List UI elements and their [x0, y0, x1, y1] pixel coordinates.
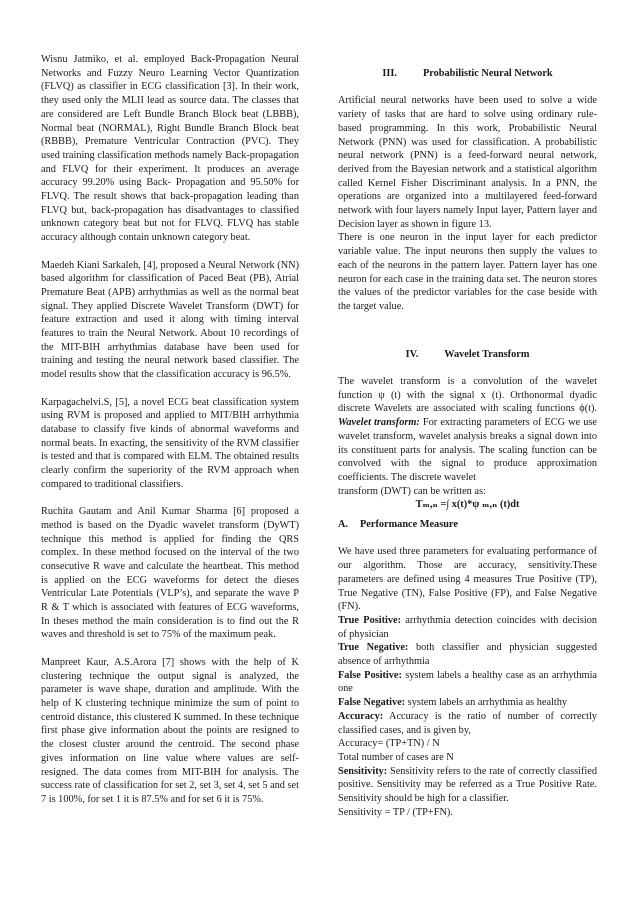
paragraph-pnn-intro: Artificial neural networks have been used to solve a wide variety of tasks that are hard to solve using ordinary rule-based programming. In this work, Probabilistic Neural Network (PNN) was used for classification. A probabilistic neural network (PNN) is a feed-forward neural network, derived from the Bayesian network and a statistical algorithm called Kernel Fisher Discriminant analysis. In a PNN, the operations are organized into a multilayered feed-forward network with four layers namely Input layer, Pattern layer and Decision layer as shown in figure 13. [338, 95, 597, 230]
section-number: IV. [405, 348, 419, 360]
wavelet-text-c: For extracting parameters of ECG we use wavelet transform, wavelet analysis breaks a signal down into its constituent parts for analysis. The scaling function can be convolved with the signal to produce approximation coefficients. The discrete wavelet [338, 417, 597, 483]
term-text: both classifier and physician suggested absence of arrhythmia [338, 642, 597, 668]
dwt-intro-line: transform (DWT) can be written as: [338, 485, 486, 497]
section-number: III. [382, 68, 397, 79]
paragraph-wavelet [338, 375, 597, 485]
sensitivity-formula: Sensitivity = TP / (TP+FN). [338, 806, 453, 818]
wavelet-text-a: The wavelet transform is a convolution of the wavelet function ψ (t) with the signal x (t). Orthonormal dyadic discrete Wavelets are associated with scaling functions ϕ(t). [338, 376, 597, 415]
section-heading-wavelet [338, 348, 597, 362]
term-label: Sensitivity: [338, 765, 388, 777]
definition-accuracy [338, 710, 597, 737]
term-text: Accuracy is the ratio of number of correctly classified cases, and is given by, [338, 710, 597, 736]
definition-false-negative [338, 696, 597, 710]
definition-true-positive [338, 614, 597, 641]
term-text: system labels an arrhythmia as healthy [405, 697, 568, 709]
accuracy-formula: Accuracy= (TP+TN) / N [338, 738, 440, 750]
section-title: Probabilistic Neural Network [422, 68, 553, 79]
term-text: system labels a healthy case as an arrhythmia one [338, 669, 597, 695]
left-column [41, 53, 299, 807]
right-column [338, 67, 597, 820]
subsection-title: Performance Measure [360, 519, 458, 531]
subsection-heading-performance [338, 518, 597, 532]
paragraph-sarkaleh: Maedeh Kiani Sarkaleh, [4], proposed a Neural Network (NN) based algorithm for classification of Paced Beat (PB), Atrial Premature Beat (APB) arrhythmias as well as the normal beat signal. They applied Discrete Wavelet Transform (DWT) for feature extraction and used it along with timing interval features to train the Neural Network. About 10 recordings of the MIT-BIH arrhythmias database have been used for training and testing the neural network based classifier. The model results show that the classification accuracy is 96.5%. [41, 259, 299, 381]
definition-true-negative [338, 641, 597, 668]
section-heading-pnn [338, 67, 597, 81]
subsection-number: A. [338, 519, 349, 531]
term-label: False Negative: [338, 697, 406, 709]
paragraph-gautam-sharma: Ruchita Gautam and Anil Kumar Sharma [6] proposed a method is based on the Dyadic wavelet transform (DyWT) technique this method is applied for finding the QRS complex. In these method focused on the interval of the two consecutive R wave and calculate the heartbeat. This method is applied on the ECG waveforms for detect the dieses Ventricular Late Potentials (VLP’s), and separate the wave P R & T which is associated with features of ECG waveforms, In theses method the main consideration is to find out the R waves and threshold is set to 75% of the maximum peak. [41, 506, 299, 641]
section-title: Wavelet Transform [444, 348, 530, 360]
term-text: Sensitivity refers to the rate of correctly classified positive. Sensitivity may be referred as a True Positive Rate. Sensitivity should be high for a classifier. [338, 765, 597, 805]
dwt-equation: Tₘ,ₙ =∫ x(t)*ψ ₘ,ₙ (t)dt [415, 499, 520, 511]
paragraph-jatmiko: Wisnu Jatmiko, et al. employed Back-Propagation Neural Networks and Fuzzy Neuro Learning Vector Quantization (FLVQ) as classifier in ECG classification [3]. In their work, they used only the MLII lead as source data. The classes that are considered are Left Bundle Branch Block beat (LBBB), Normal beat (NORMAL), Right Bundle Branch Block beat (RBBB), Premature Ventricular Contraction (PVC). They used training classification methods namely Back-propagation and FLVQ for their experiment. It produces an average accuracy 99.20% using Back- Propagation and 95.50% for FLVQ. The result shows that back-propagation leading than FLVQ but, back-propagation has disadvantages to classified unknown category beat but not for FLVQ. FLVQ has stable accuracy although contain unknown category beat. [41, 54, 299, 244]
definition-false-positive [338, 669, 597, 696]
paragraph-kaur-arora: Manpreet Kaur, A.S.Arora [7] shows with the help of K clustering technique the output signal is analyzed, the parameter is wave shape, duration and amplitude. With the help of K clustering technique minimize the sum of point to centroid distance, this clustered K summed. In these technique first phase give information about the points are resigned to the closest cluster around the centroid. The second phase gives information on line value where values are self-resigned. The data comes from MIT-BIH for analysis. The success rate of classification for set 2, set 3, set 4, set 5 and set 7 is 100%, for set 1 it is 87.5% and for set 6 it is 75%. [41, 656, 299, 805]
paragraph-performance-intro: We have used three parameters for evaluating performance of our algorithm. Those are accuracy, sensitivity.These parameters are defined using 4 measures True Positive (TP), True Negative (TN), False Positive (FP), and False Negative (FN). [338, 546, 597, 613]
definition-sensitivity [338, 765, 597, 806]
term-label: True Positive: [338, 614, 402, 626]
term-label: False Positive: [338, 669, 402, 681]
wavelet-transform-term: Wavelet transform: [338, 417, 420, 429]
paragraph-karpagachelvi: Karpagachelvi.S, [5], a novel ECG beat classification system using RVM is proposed and applied to MIT/BIH arrhythmia database to classify five kinds of abnormal waveforms and normal beats. In exacting, the sensitivity of the RVM classifier is tested and that is compared with ELM. The obtained results clearly confirm the superiority of the RVM approach when compared to traditional classifiers. [41, 396, 299, 490]
term-label: True Negative: [338, 642, 409, 654]
total-cases-line: Total number of cases are N [338, 752, 454, 763]
paragraph-pnn-layers: There is one neuron in the input layer for each predictor variable value. The input neurons then supply the values to each of the neurons in the pattern layer. Pattern layer has one neuron for each case in the training data set. The neuron stores the values of the predictor variables for the case beside with the target value. [338, 232, 597, 312]
term-label: Accuracy: [338, 710, 384, 722]
term-text: arrhythmia detection coincides with decision of physician [338, 614, 597, 640]
